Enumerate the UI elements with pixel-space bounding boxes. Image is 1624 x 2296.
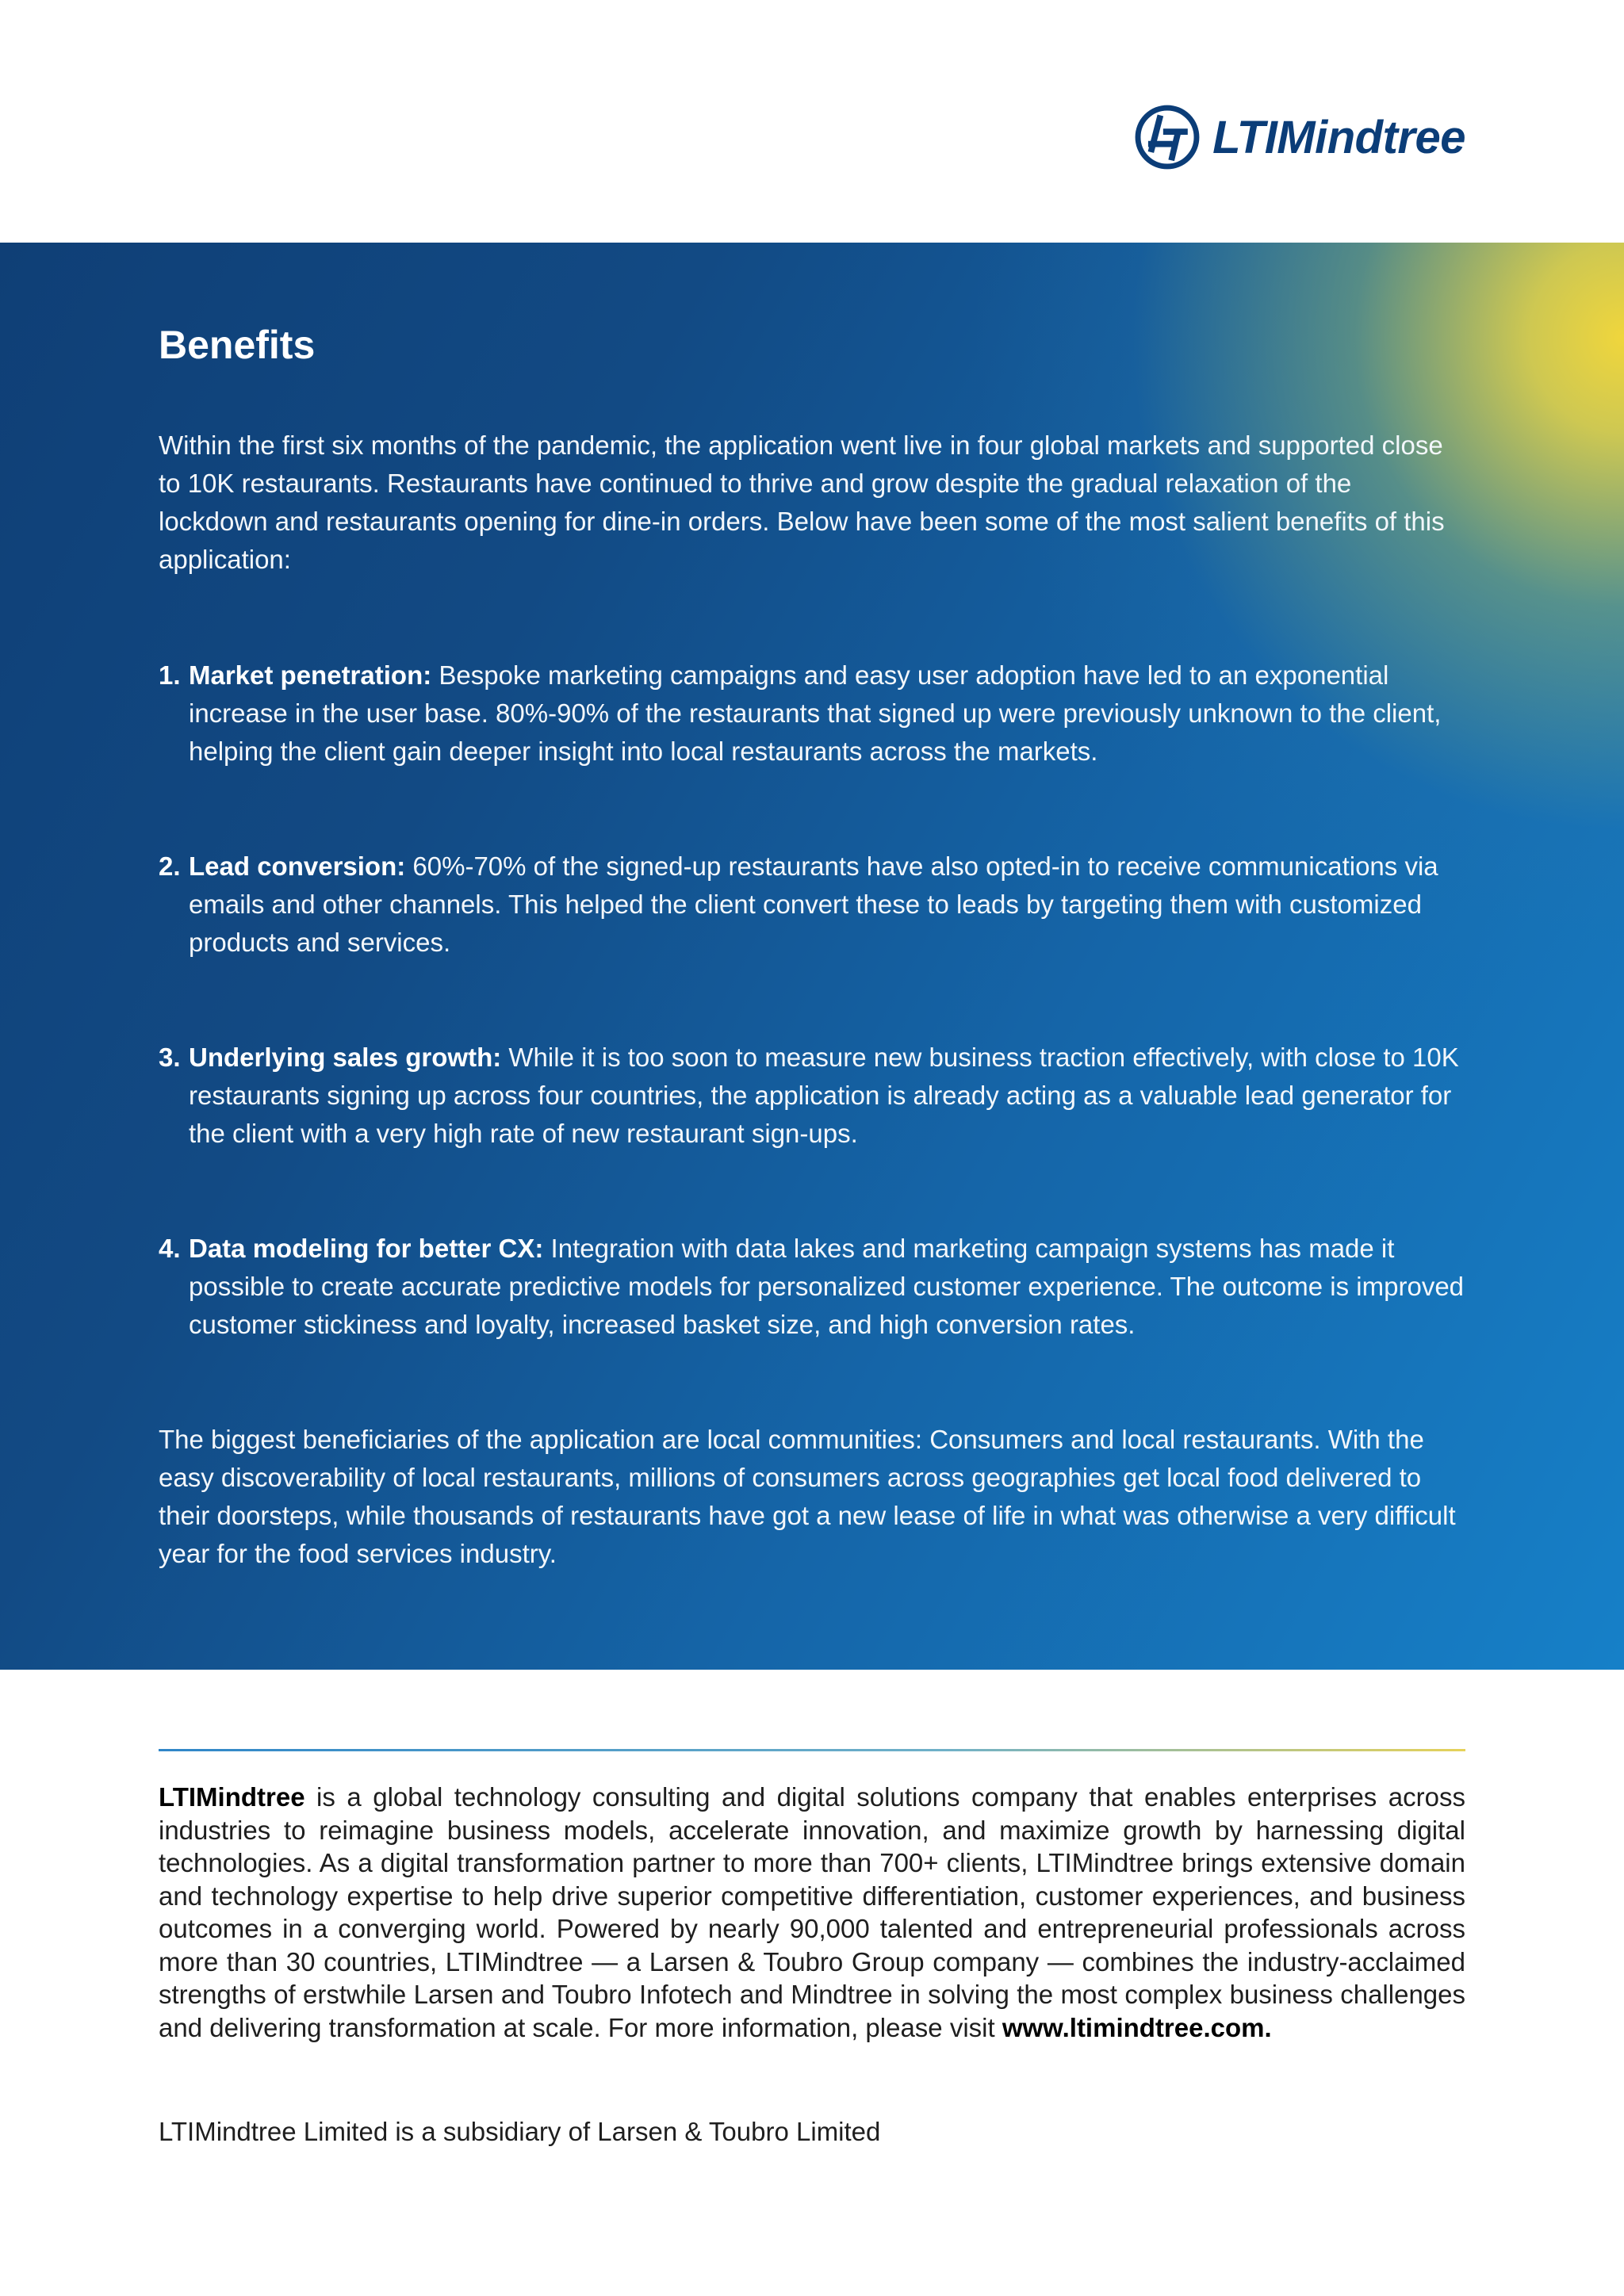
subsidiary-note: LTIMindtree Limited is a subsidiary of Larsen & Toubro Limited	[159, 2117, 881, 2146]
benefit-number: 3.	[159, 1043, 181, 1072]
benefit-body	[189, 848, 1467, 962]
benefit-item-sales-growth	[159, 1039, 1467, 1153]
about-company-name: LTIMindtree	[159, 1782, 305, 1812]
footer-divider	[159, 1749, 1465, 1751]
brand-logo	[1133, 101, 1465, 173]
benefit-text: While it is too soon to measure new business traction effectively, with close to 10K restaurants signing up across four countries, the application is already acting as a valuable lead generator for the client with a very high rate of new restaurant sign-ups.	[189, 1043, 1459, 1148]
benefit-body	[189, 1039, 1467, 1153]
benefit-item-data-modeling	[159, 1230, 1467, 1344]
benefit-body	[189, 656, 1467, 771]
website-link[interactable]: www.ltimindtree.com.	[1002, 2012, 1272, 2042]
about-company-text: is a global technology consulting and digital solutions company that enables enterprises across industries to reimagine business models, accelerate innovation, and maximize growth by harnessing digital technologies. As a digital transformation partner to more than 700+ clients, LTIMindtree brings extensive domain and technology expertise to help drive superior competitive differentiation, customer experiences, and business outcomes in a converging world. Powered by nearly 90,000 talented and entrepreneurial professionals across more than 30 countries, LTIMindtree — a Larsen & Toubro Group company — combines the industry-acclaimed strengths of erstwhile Larsen and Toubro Infotech and Mindtree in solving the most complex business challenges and delivering transformation at scale. For more information, please visit	[159, 1782, 1465, 2042]
benefit-text: 60%-70% of the signed-up restaurants have also opted-in to receive communications via emails and other channels. This helped the client convert these to leads by targeting them with customized products and services.	[189, 851, 1438, 957]
benefit-title: Lead conversion:	[189, 851, 406, 881]
benefit-title: Underlying sales growth:	[189, 1043, 502, 1072]
benefit-number: 2.	[159, 851, 181, 881]
lt-logo-icon	[1133, 103, 1201, 171]
benefit-text: Bespoke marketing campaigns and easy user adoption have led to an exponential increase in the user base. 80%-90% of the restaurants that signed up were previously unknown to the client, helping the client gain deeper insight into local restaurants across the markets.	[189, 660, 1442, 766]
about-company-paragraph	[159, 1781, 1465, 2044]
benefits-section	[0, 243, 1624, 1670]
benefit-title: Data modeling for better CX:	[189, 1234, 544, 1263]
benefits-closing: The biggest beneficiaries of the application are local communities: Consumers and local restaurants. With the easy discoverability of local restaurants, millions of consumers across geographies get local food delivered to their doorsteps, while thousands of restaurants have got a new lease of life in what was otherwise a very difficult year for the food services industry.	[159, 1425, 1456, 1568]
brand-name: LTIMindtree	[1212, 111, 1465, 163]
benefits-title: Benefits	[159, 323, 316, 367]
benefit-item-market-penetration	[159, 656, 1467, 771]
benefits-intro: Within the first six months of the pandemic, the application went live in four global markets and supported close to 10K restaurants. Restaurants have continued to thrive and grow despite the gradual relaxation of the lockdown and restaurants opening for dine-in orders. Below have been some of the most salient benefits of this application:	[159, 430, 1445, 574]
benefit-number: 4.	[159, 1234, 181, 1263]
benefit-title: Market penetration:	[189, 660, 432, 690]
benefit-item-lead-conversion	[159, 848, 1467, 962]
benefit-body	[189, 1230, 1467, 1344]
benefit-number: 1.	[159, 660, 181, 690]
benefit-text: Integration with data lakes and marketing campaign systems has made it possible to create accurate predictive models for personalized customer experience. The outcome is improved customer stickiness and loyalty, increased basket size, and high conversion rates.	[189, 1234, 1465, 1339]
